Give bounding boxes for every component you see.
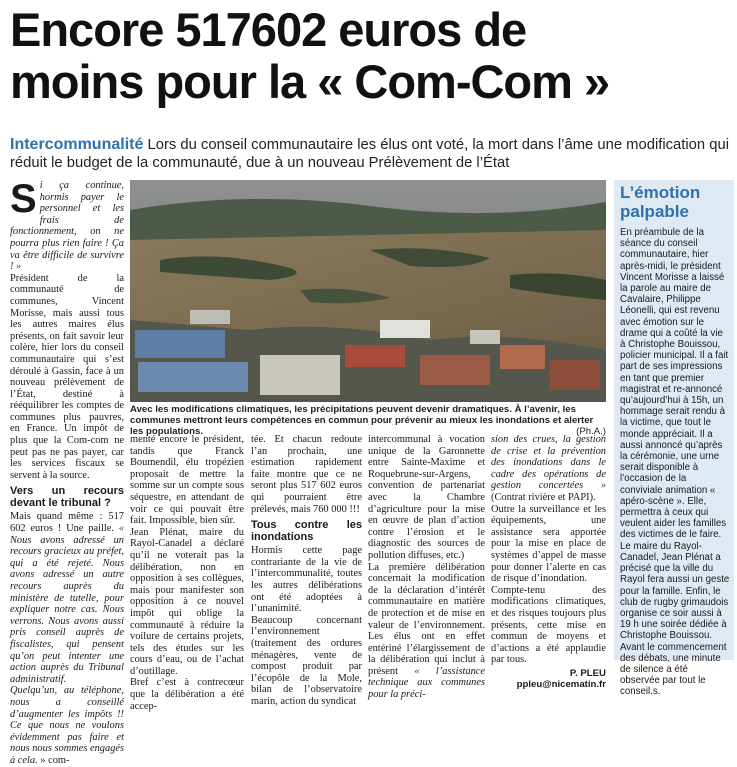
paragraph: [491, 434, 606, 504]
paragraph: Bref c’est à contrecœur que la délibération a été accep-: [130, 677, 244, 712]
sidebar-text: En préambule de la séance du conseil communautaire, hier après-midi, le président Vincent Morisse a laissé la parole au maire de Cavalaire, Philippe Léonelli, qui est revenu avec émotion sur le drame qui a coûté la vie à Christophe Bouissou, policier municipal. Il a fait part de ses impressions en tant que premier magistrat et re-annoncé qu’aujourd’hui à 15h, un hommage serait rendu à la victime, que tout le monde appréciait. Il a aussi annoncé qu’après la cérémonie, une urne serait disponible à l’occasion de la conviviale animation « apéro-scène ». Elle, permettra à ceux qui veulent aider les familles des victimes de le faire. Le maire du Rayol-Canadel, Jean Plénat a précisé que la ville du Rayol fera aussi un geste pour la famille. Enfin, le club de rugby grimaudois organise ce soir aussi à 19 h une soirée dédiée à Christophe Bouissou. Avant le commencement des débats, une minute de silence a été observée par tout le conseil.s.: [620, 227, 730, 698]
caption-text: Avec les modifications climatiques, les précipitations peuvent devenir dramatiques. À l’avenir, les communes mettront leurs compétences en commun pour prévenir au mieux les inondations et alerter les populations.: [130, 404, 594, 437]
article-column-4: [368, 434, 485, 701]
paragraph: Compte-tenu des modifications climatiques, et des risques toujours plus présents, cette mise en commun de moyens et d’actions a été applaudie par tous.: [491, 584, 606, 666]
paragraph: Outre la surveillance et les équipements, une assistance sera apportée pour la mise en place de systèmes d’appel de masse pour donner l’alerte en cas de risque d’inondation.: [491, 503, 606, 585]
text-run: Mais quand même : 517 602 euros ! Une paille.: [10, 511, 124, 535]
paragraph: Beaucoup concernant l’environnement (traitement des ordures ménagères, vente de compost produit par l’écopôle de la Mole, bilan de l’observatoire marin, action du syndicat: [251, 614, 362, 707]
paragraph: [10, 685, 124, 766]
photo-caption: [130, 404, 606, 437]
subhead-recours: Vers un recours devant le tribunal ?: [10, 485, 124, 510]
paragraph: [368, 562, 485, 701]
article-column-3: [251, 434, 362, 707]
paragraph: [10, 511, 124, 685]
headline-line-2: moins pour la « Com-Com »: [10, 55, 610, 108]
headline: [10, 4, 730, 108]
photo-credit: (Ph.A.): [576, 426, 606, 437]
quote-run: « Nous avons adressé un recours gracieux au préfet, qui a été rejeté. Nous avons adressé un autre recours auprès du ministère de tutelle, pour expliquer notre cas. Nous verrons. Nous avons aussi pris conseil auprès de fiscalistes, qui pensent qu’on peut intenter une action auprès du Tribunal administratif.: [10, 523, 124, 685]
text-run: (Contrat rivière et PAPI).: [491, 491, 596, 503]
lede: [10, 136, 732, 172]
flood-photo: [130, 180, 606, 402]
author-email: ppleu@nicematin.fr: [516, 678, 606, 690]
author-name: P. PLEU: [569, 667, 606, 679]
quote-run: « l’assistance technique aux communes pour la préci-: [368, 665, 485, 701]
paragraph: Hormis cette page contrariante de la vie de l’intercommunalité, toutes les autres délibérations ont été adoptées à l’unanimité.: [251, 545, 362, 615]
paragraph: tée. Et chacun redoute l’an prochain, une estimation rapidement faite montre que ce ne seront plus 517 602 euros qui pourraient être prélevés, mais 760 000 !!!: [251, 434, 362, 515]
article-column-2: [130, 434, 244, 712]
paragraph: Jean Plénat, maire du Rayol-Canadel a déclaré qu’il ne voterait pas la délibération, non en opposition à ses collègues, mais pour manifester son opposition à ce nouvel impôt qui oblige la communauté à réduire la voilure de certains projets, tels des études sur les cours d’eau, ou de l’achat d’outillage.: [130, 526, 244, 677]
sidebar-title: L’émotion palpable: [620, 183, 701, 221]
opening-quote: i ça continue, hormis payer le personnel et les frais de fonctionnement, on ne pourra plus rien faire ! Ça va être difficile de survivre ! »: [10, 180, 124, 273]
paragraph: menté encore le président, tandis que Franck Boumendil, élu tropézien proposait de mettre la somme sur un compte sous séquestre, en attendant de voir ce qui pouvait être fait. Impossible, bien sûr.: [130, 434, 244, 527]
subhead-inondations: Tous contre les inondations: [251, 519, 362, 544]
flood-aerial-image: [130, 180, 606, 402]
headline-line-1: Encore 517602 euros de: [10, 3, 527, 56]
paragraph: Président de la communauté de communes, Vincent Morisse, mais aussi tous les autres maires élus présents, on fait savoir leur colère, hier lors du conseil communautaire qui s’est déroulé à Gassin, face à un nouveau prélèvement de l’État, destiné à rééquilibrer les comptes de communes plus pauvres, en France. Un impôt de plus que la Com-com ne peut pas ne pas payer, car les services fiscaux se servent à la source.: [10, 272, 124, 481]
lede-kicker: Intercommunalité: [10, 136, 144, 153]
text-run: La première délibération concernait la modification de la déclaration d’intérêt communautaire en matière de protection et de mise en valeur de l’environnement. Les élus ont en effet entériné l’élargissement de la délibération qui inclut à présent: [368, 561, 485, 677]
paragraph: intercommunal à vocation unique de la Garonnette entre Sainte-Maxime et Roquebrune-sur-Argens, convention de partenariat avec la Chambre d’agriculture pour la mise en œuvre de plan d’action contre l’érosion et le diagnostic des sources de pollution diffuses, etc.): [368, 434, 485, 561]
lede-text: Lors du conseil communautaire les élus ont voté, la mort dans l’âme une modification qui réduit le budget de la communauté, due à un nouveau Prélèvement de l’État: [10, 137, 729, 171]
text-run: » com-: [40, 754, 70, 766]
dropcap: S: [10, 177, 37, 221]
article-column-1: [10, 177, 125, 767]
quote-run: sion des crues, la gestion de crise et la prévention des inondations dans le cadre des opérations de gestion concertées »: [491, 434, 606, 492]
sidebar-emotion: [614, 180, 734, 698]
quote-run: Quelqu’un, au téléphone, nous a conseillé d’augmenter les impôts !! Ce que nous ne voulons évidemment pas faire et nous nous sommes engagés à cela.: [10, 685, 125, 766]
article-column-5: [491, 434, 606, 690]
